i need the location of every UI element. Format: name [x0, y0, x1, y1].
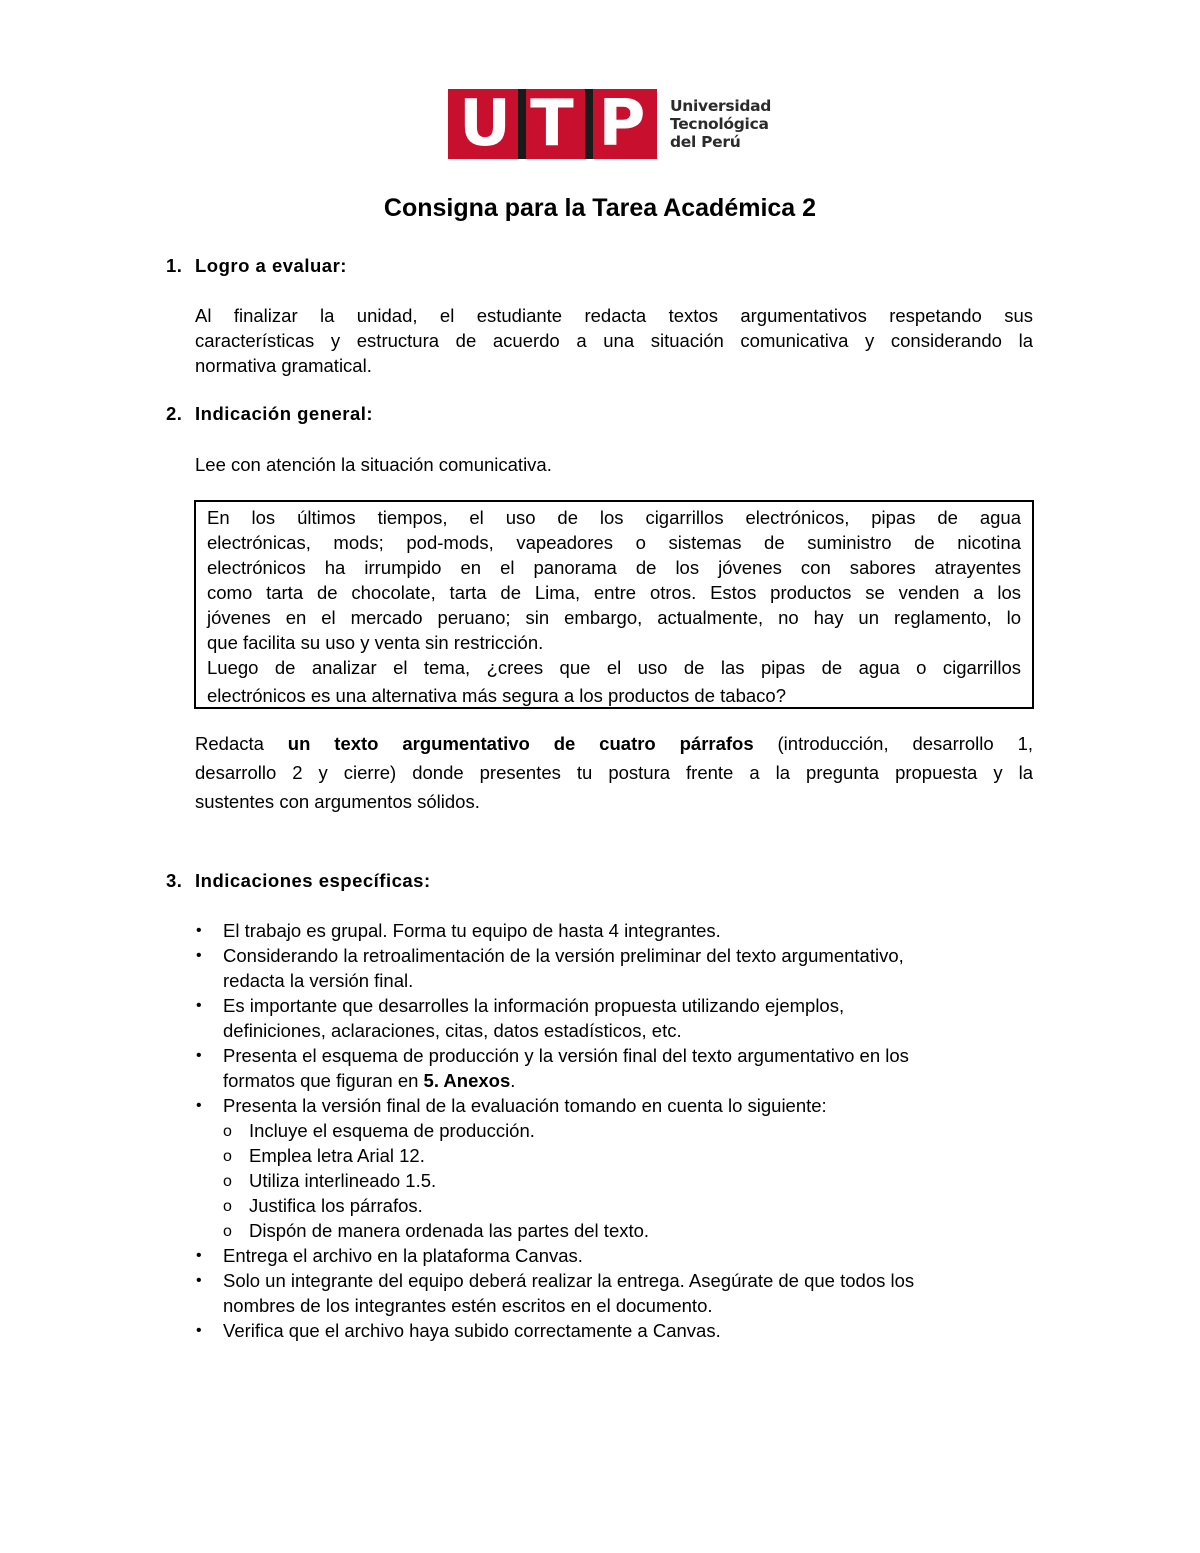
sub-item-text: Justifica los párrafos.	[249, 1195, 423, 1216]
section-heading-logro	[166, 255, 347, 277]
redacta-paragraph	[195, 729, 1033, 816]
list-item	[195, 1243, 1035, 1268]
paragraph-line: Lee con atención la situación comunicativa.	[195, 454, 552, 475]
section-title: Indicación general:	[195, 403, 374, 424]
list-item-text: Solo un integrante del equipo deberá realizar la entrega. Asegúrate de que todos los	[223, 1270, 915, 1291]
paragraph-line: Al finalizar la unidad, el estudiante redacta textos argumentativos respetando sus	[195, 305, 1033, 326]
paragraph-line: características y estructura de acuerdo a una situación comunicativa y considerando la	[195, 330, 1033, 351]
redacta-pre: Redacta	[195, 733, 288, 754]
list-item	[195, 943, 1035, 993]
redacta-post: (introducción, desarrollo 1,	[753, 733, 1034, 754]
logo-letter-p: P	[598, 87, 646, 161]
list-item-text: definiciones, aclaraciones, citas, datos estadísticos, etc.	[223, 1020, 682, 1041]
sub-item-text: Emplea letra Arial 12.	[249, 1145, 425, 1166]
specific-instructions-list	[195, 918, 1035, 1343]
list-item-text: El trabajo es grupal. Forma tu equipo de hasta 4 integrantes.	[223, 920, 721, 941]
list-item	[195, 918, 1035, 943]
box-line: como tarta de chocolate, tarta de Lima, entre otros. Estos productos se venden a los	[207, 582, 1021, 603]
section-title: Logro a evaluar:	[195, 255, 347, 276]
section-heading-indicacion	[166, 403, 373, 425]
bullet-icon: •	[196, 922, 202, 939]
sub-list-item	[223, 1168, 1035, 1193]
box-line: Luego de analizar el tema, ¿crees que el uso de las pipas de agua o cigarrillos	[207, 657, 1021, 678]
section-number: 2.	[166, 403, 183, 424]
logo-letter-u: U	[459, 87, 511, 161]
redacta-bold: un texto argumentativo de cuatro párrafos	[287, 733, 754, 754]
document-title: Consigna para la Tarea Académica 2	[383, 194, 817, 222]
circle-bullet-icon: o	[223, 1148, 232, 1165]
paragraph-line: desarrollo 2 y cierre) donde presentes tu postura frente a la pregunta propuesta y la	[195, 762, 1033, 783]
list-item-text: redacta la versión final.	[223, 970, 414, 991]
list-item-text: .	[510, 1070, 516, 1091]
bullet-icon: •	[196, 997, 202, 1014]
logo-university-name	[670, 97, 790, 151]
section-number: 3.	[166, 870, 183, 891]
list-item	[195, 1093, 1035, 1243]
sub-list-item	[223, 1118, 1035, 1143]
circle-bullet-icon: o	[223, 1123, 232, 1140]
section-heading-especificas	[166, 870, 431, 892]
logo-name-line: del Perú	[670, 133, 741, 151]
list-item-text: Presenta la versión final de la evaluación tomando en cuenta lo siguiente:	[223, 1095, 827, 1116]
list-item-text: formatos que figuran en	[223, 1070, 424, 1091]
list-item	[195, 1318, 1035, 1343]
circle-bullet-icon: o	[223, 1198, 232, 1215]
circle-bullet-icon: o	[223, 1173, 232, 1190]
situacion-comunicativa-box	[194, 500, 1034, 709]
section-title: Indicaciones específicas:	[195, 870, 431, 891]
situacion-text	[207, 505, 1021, 708]
indicacion-text	[195, 452, 1033, 477]
logro-paragraph	[195, 303, 1033, 378]
list-item-text: Verifica que el archivo haya subido correctamente a Canvas.	[223, 1320, 721, 1341]
sub-item-text: Utiliza interlineado 1.5.	[249, 1170, 437, 1191]
circle-bullet-icon: o	[223, 1223, 232, 1240]
bullet-icon: •	[196, 1272, 202, 1289]
paragraph-line: sustentes con argumentos sólidos.	[195, 791, 480, 812]
paragraph-line: normativa gramatical.	[195, 355, 372, 376]
box-line: electrónicos es una alternativa más segura a los productos de tabaco?	[207, 685, 786, 706]
bullet-icon: •	[196, 1247, 202, 1264]
bullet-icon: •	[196, 947, 202, 964]
anexos-reference: 5. Anexos	[423, 1070, 511, 1091]
bullet-icon: •	[196, 1047, 202, 1064]
list-item-text: Es importante que desarrolles la información propuesta utilizando ejemplos,	[223, 995, 845, 1016]
logo-name-line: Tecnológica	[670, 115, 769, 133]
list-item-text: Entrega el archivo en la plataforma Canvas.	[223, 1245, 583, 1266]
bullet-icon: •	[196, 1097, 202, 1114]
list-item	[195, 1268, 1035, 1318]
logo-letter-t: T	[530, 87, 574, 161]
section-number: 1.	[166, 255, 183, 276]
list-item-text: Presenta el esquema de producción y la versión final del texto argumentativo en los	[223, 1045, 909, 1066]
list-item-text: Considerando la retroalimentación de la versión preliminar del texto argumentativo,	[223, 945, 904, 966]
box-line: electrónicas, mods; pod-mods, vapeadores o sistemas de suministro de nicotina	[207, 532, 1021, 553]
box-line: jóvenes en el mercado peruano; sin embargo, actualmente, no hay un reglamento, lo	[207, 607, 1021, 628]
sub-item-text: Incluye el esquema de producción.	[249, 1120, 535, 1141]
sub-list-item	[223, 1143, 1035, 1168]
sub-list	[223, 1118, 1035, 1243]
paragraph-line	[195, 729, 1033, 758]
box-line: electrónicos ha irrumpido en el panorama de los jóvenes con sabores atrayentes	[207, 557, 1021, 578]
list-item	[195, 993, 1035, 1043]
box-line: En los últimos tiempos, el uso de los cigarrillos electrónicos, pipas de agua	[207, 507, 1021, 528]
logo-name-line: Universidad	[670, 97, 772, 115]
list-item-text: nombres de los integrantes estén escritos en el documento.	[223, 1295, 713, 1316]
sub-list-item	[223, 1193, 1035, 1218]
list-item	[195, 1043, 1035, 1093]
sub-list-item	[223, 1218, 1035, 1243]
bullet-icon: •	[196, 1322, 202, 1339]
box-line: que facilita su uso y venta sin restricción.	[207, 632, 544, 653]
sub-item-text: Dispón de manera ordenada las partes del texto.	[249, 1220, 650, 1241]
